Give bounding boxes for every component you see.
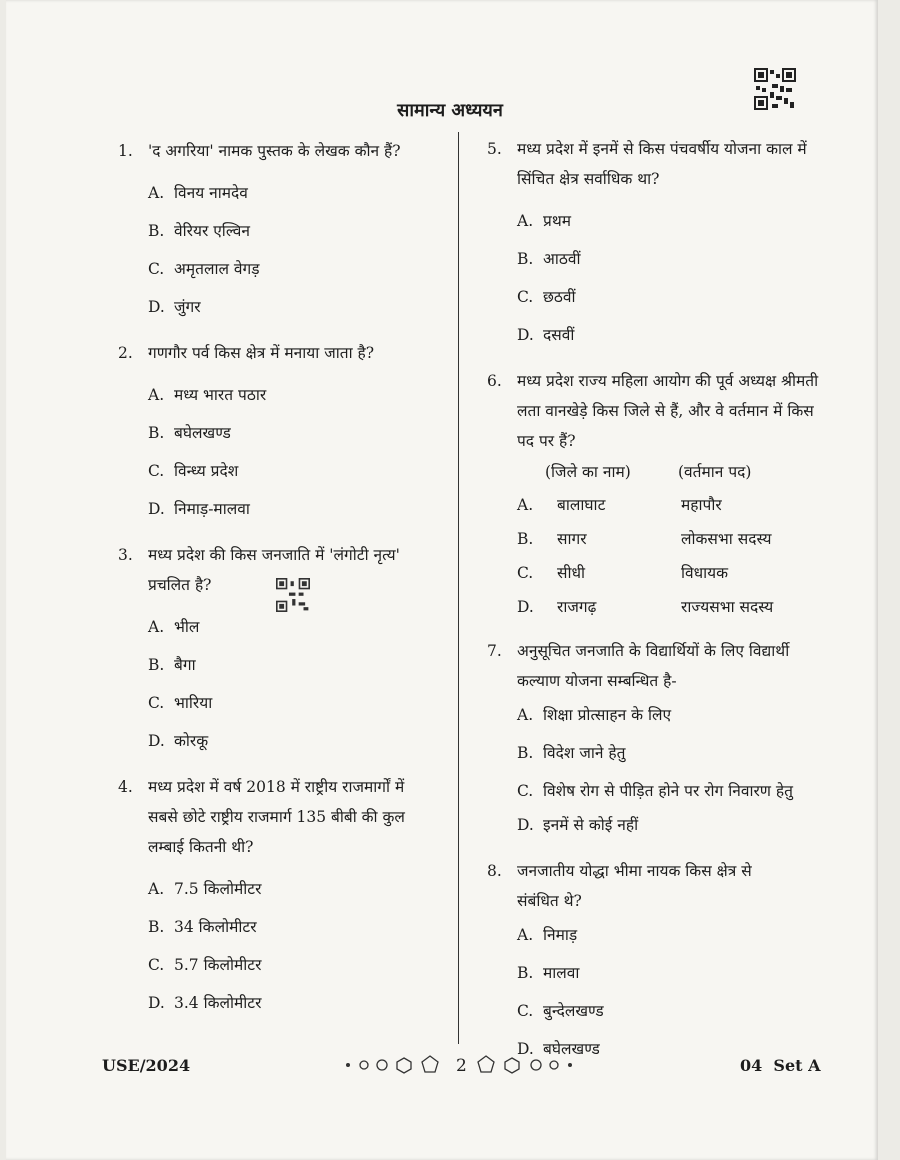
page-title: सामान्य अध्ययन	[397, 100, 503, 121]
option[interactable]: A. प्रथम	[517, 212, 571, 230]
page-number: 2	[456, 1056, 467, 1076]
question-1	[118, 136, 448, 326]
option[interactable]: B. विदेश जाने हेतु	[517, 744, 626, 762]
option[interactable]: C. भारिया	[148, 694, 213, 712]
option[interactable]: A. भील	[148, 618, 200, 636]
question-number: 8.	[487, 862, 502, 880]
table-row[interactable]: B. सागर लोकसभा सदस्य	[517, 530, 772, 548]
option[interactable]: D. जुंगर	[148, 298, 201, 316]
column-header-post: (वर्तमान पद)	[678, 463, 752, 481]
option[interactable]: C. बुन्देलखण्ड	[517, 1002, 604, 1020]
table-row[interactable]: D. राजगढ़ राज्यसभा सदस्य	[517, 598, 774, 616]
question-text: मध्य प्रदेश में इनमें से किस पंचवर्षीय योजना काल में सिंचित क्षेत्र सर्वाधिक था?	[517, 140, 807, 188]
option[interactable]: D. बघेलखण्ड	[517, 1040, 600, 1058]
column-divider	[458, 132, 459, 1044]
question-4	[118, 772, 448, 1022]
option[interactable]: D. 3.4 किलोमीटर	[148, 994, 262, 1012]
option[interactable]: D. इनमें से कोई नहीं	[517, 816, 639, 834]
question-number: 7.	[487, 642, 502, 660]
question-text: मध्य प्रदेश की किस जनजाति में 'लंगोटी नृत्य' प्रचलित है?	[148, 546, 400, 594]
table-row[interactable]: A. बालाघाट महापौर	[517, 496, 722, 514]
option[interactable]: D. निमाड़-मालवा	[148, 500, 250, 518]
question-text: अनुसूचित जनजाति के विद्यार्थियों के लिए विद्यार्थी कल्याण योजना सम्बन्धित है-	[517, 642, 790, 690]
question-7	[487, 636, 827, 844]
question-number: 1.	[118, 142, 133, 160]
left-column	[118, 136, 448, 1034]
question-3	[118, 540, 448, 760]
option[interactable]: C. अमृतलाल वेगड़	[148, 260, 260, 278]
question-number: 5.	[487, 140, 502, 158]
question-6	[487, 366, 827, 624]
question-number: 6.	[487, 372, 502, 390]
question-text: 'द अगरिया' नामक पुस्तक के लेखक कौन हैं?	[148, 142, 401, 160]
question-number: 3.	[118, 546, 133, 564]
paper-code: USE/2024	[102, 1056, 191, 1075]
table-row[interactable]: C. सीधी विधायक	[517, 564, 729, 582]
column-header-district: (जिले का नाम)	[545, 463, 631, 481]
option[interactable]: B. 34 किलोमीटर	[148, 918, 257, 936]
qr-code-icon	[754, 68, 796, 110]
question-text: मध्य प्रदेश राज्य महिला आयोग की पूर्व अध्यक्ष श्रीमती लता वानखेड़े किस जिले से हैं, और वे वर्तमान में किस पद पर हैं?	[517, 372, 819, 450]
question-8	[487, 856, 827, 1068]
page-number-ornament	[340, 1052, 580, 1078]
option[interactable]: D. दसवीं	[517, 326, 575, 344]
question-text: जनजातीय योद्धा भीमा नायक किस क्षेत्र से संबंधित थे?	[517, 862, 752, 910]
table-header	[517, 456, 827, 488]
option[interactable]: D. कोरकू	[148, 732, 209, 750]
question-text: गणगौर पर्व किस क्षेत्र में मनाया जाता है?	[148, 344, 375, 362]
option[interactable]: B. मालवा	[517, 964, 580, 982]
option[interactable]: B. बैगा	[148, 656, 196, 674]
right-column	[487, 134, 827, 1080]
option[interactable]: C. विशेष रोग से पीड़ित होने पर रोग निवारण हेतु	[517, 782, 793, 800]
match-table	[517, 456, 827, 624]
option[interactable]: B. आठवीं	[517, 250, 581, 268]
option[interactable]: A. विनय नामदेव	[148, 184, 248, 202]
question-text: मध्य प्रदेश में वर्ष 2018 में राष्ट्रीय राजमार्गों में सबसे छोटे राष्ट्रीय राजमार्ग 135 बीबी की कुल लम्बाई कितनी थी?	[148, 778, 405, 856]
question-number: 2.	[118, 344, 133, 362]
set-label: 04 Set A	[740, 1056, 821, 1075]
question-2	[118, 338, 448, 528]
option[interactable]: A. 7.5 किलोमीटर	[148, 880, 262, 898]
option[interactable]: C. छठवीं	[517, 288, 576, 306]
question-number: 4.	[118, 778, 133, 796]
option[interactable]: B. वेरियर एल्विन	[148, 222, 251, 240]
option[interactable]: C. विन्ध्य प्रदेश	[148, 462, 239, 480]
option[interactable]: B. बघेलखण्ड	[148, 424, 231, 442]
option[interactable]: A. शिक्षा प्रोत्साहन के लिए	[517, 706, 672, 724]
option[interactable]: A. निमाड़	[517, 926, 578, 944]
option[interactable]: C. 5.7 किलोमीटर	[148, 956, 262, 974]
question-5	[487, 134, 827, 354]
option[interactable]: A. मध्य भारत पठार	[148, 386, 267, 404]
